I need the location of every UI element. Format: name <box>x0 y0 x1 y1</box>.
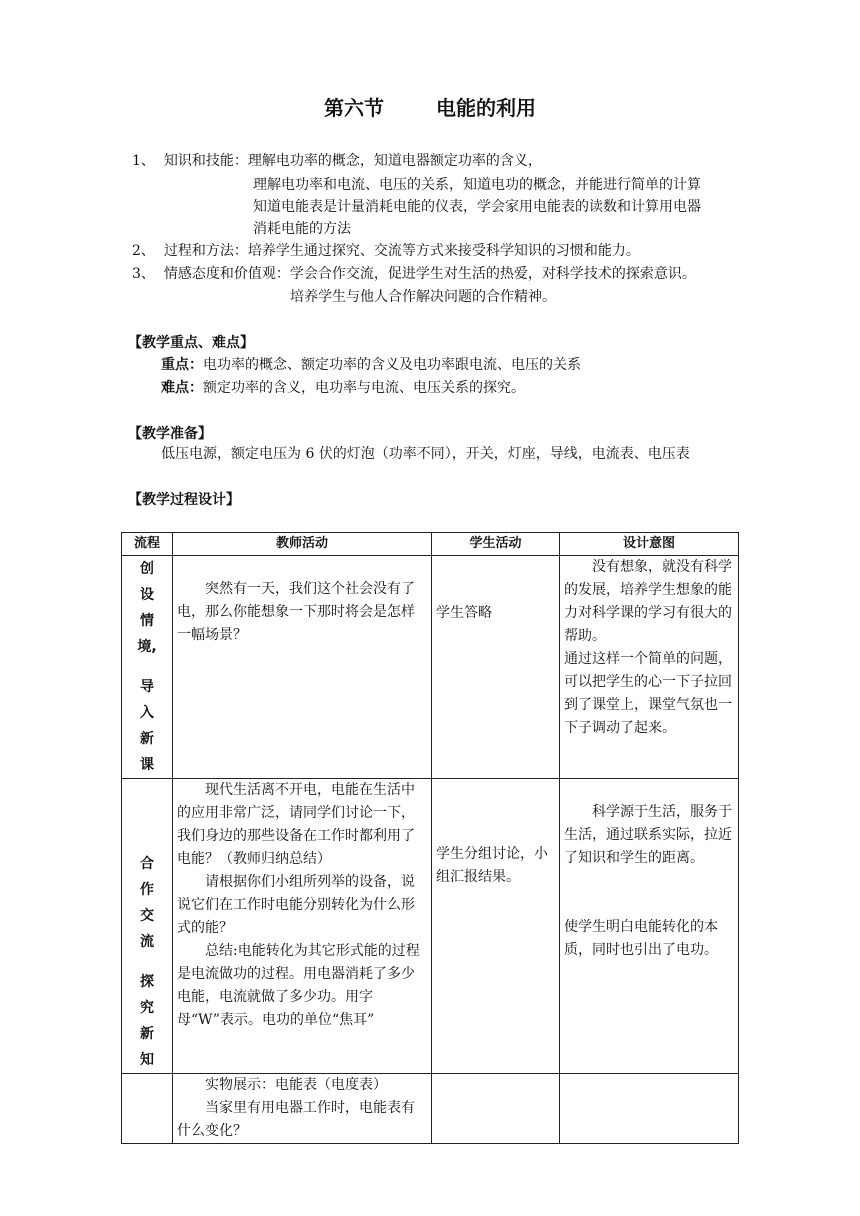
flow-char: 设 <box>140 587 154 603</box>
flow-spacer <box>122 660 172 674</box>
intent-cell <box>560 1074 739 1144</box>
teacher-text: 总结:电能转化为其它形式能的过程是电流做功的过程。用电器消耗了多少电能，电流就做了多少功。用字母“W”表示。电功的单位“焦耳” <box>177 943 420 1028</box>
objective-label: 情感态度和价值观： <box>163 266 290 282</box>
page-title <box>0 92 860 121</box>
student-cell <box>432 1074 560 1144</box>
flow-char: 知 <box>140 1052 154 1068</box>
objective-num: 2、 <box>132 243 155 259</box>
teacher-cell <box>173 556 432 779</box>
header-teacher: 教师活动 <box>173 533 432 556</box>
objective-text: 知道电能表是计量消耗电能的仪表，学会家用电能表的读数和计算用电器 <box>253 199 701 215</box>
objective-num: 3、 <box>132 266 155 282</box>
header-intent: 设计意图 <box>560 533 739 556</box>
focus-label: 重点： <box>161 357 203 373</box>
flow-char: 究 <box>140 1000 154 1016</box>
student-cell <box>432 556 560 779</box>
header-student: 学生活动 <box>432 533 560 556</box>
flow-char: 流 <box>140 934 154 950</box>
process-heading: 【教学过程设计】 <box>128 492 240 508</box>
flow-char: 探 <box>140 974 154 990</box>
objective-text: 理解电功率的概念，知道电器额定功率的含义， <box>247 153 542 169</box>
objective-2 <box>132 241 640 261</box>
objective-num: 1、 <box>132 153 155 169</box>
table-row <box>122 779 739 1074</box>
teacher-text: 实物展示：电能表（电度表） <box>205 1077 387 1093</box>
objective-text: 消耗电能的方法 <box>253 221 351 237</box>
flow-char: 课 <box>140 757 154 773</box>
table-row <box>122 556 739 779</box>
flow-char: 新 <box>140 1026 154 1042</box>
intent-text: 通过这样一个简单的问题，可以把学生的心一下子拉回到了课堂上，课堂气氛也一下子调动了起来。 <box>564 651 732 736</box>
intent-cell <box>560 556 739 779</box>
preparation-heading: 【教学准备】 <box>128 426 212 442</box>
intent-cell <box>560 779 739 1074</box>
preparation-text: 低压电源，额定电压为 6 伏的灯泡（功率不同），开关，灯座，导线，电流表、电压表 <box>161 446 690 462</box>
header-flow: 流程 <box>122 533 173 556</box>
flow-char: 入 <box>140 705 154 721</box>
flow-cell <box>122 779 173 1074</box>
student-cell <box>432 779 560 1074</box>
teacher-cell <box>173 1074 432 1144</box>
flow-char: 创 <box>140 561 154 577</box>
objective-label: 过程和方法： <box>163 243 248 259</box>
teacher-text: 突然有一天，我们这个社会没有了电，那么你能想象一下那时将会是怎样一幅场景？ <box>177 581 415 643</box>
objective-text: 培养学生与他人合作解决问题的合作精神。 <box>290 289 556 305</box>
flow-cell <box>122 1074 173 1144</box>
objective-1 <box>132 151 542 171</box>
flow-char: 境, <box>137 639 157 655</box>
difficulty-line <box>161 378 525 398</box>
difficulty-label: 难点： <box>161 380 203 396</box>
objective-text: 学会合作交流，促进学生对生活的热爱，对科学技术的探索意识。 <box>289 266 696 282</box>
table-row <box>122 1074 739 1144</box>
intent-text: 没有想象，就没有科学的发展，培养学生想象的能力对科学课的学习有很大的帮助。 <box>564 559 732 644</box>
flow-char: 导 <box>140 679 154 695</box>
student-text: 学生分组讨论，小组汇报结果。 <box>436 846 548 885</box>
objective-text: 理解电功率和电流、电压的关系，知道电功的概念，并能进行简单的计算 <box>253 177 701 193</box>
table-header-row <box>122 533 739 556</box>
process-table <box>121 532 739 1144</box>
intent-text: 使学生明白电能转化的本质，同时也引出了电功。 <box>564 919 718 958</box>
flow-char: 作 <box>140 882 154 898</box>
key-points-heading: 【教学重点、难点】 <box>128 335 254 351</box>
teacher-text: 当家里有用电器工作时，电能表有什么变化？ <box>177 1100 415 1139</box>
focus-line <box>161 355 581 375</box>
objective-3 <box>132 264 696 284</box>
flow-char: 交 <box>140 908 154 924</box>
flow-char: 情 <box>140 613 154 629</box>
teacher-text: 请根据你们小组所列举的设备，说说它们在工作时电能分别转化为什么形式的能？ <box>177 874 415 936</box>
flow-spacer <box>122 955 172 969</box>
objective-text: 培养学生通过探究、交流等方式来接受科学知识的习惯和能力。 <box>247 243 640 259</box>
title-section: 第六节 <box>324 96 384 120</box>
flow-char: 新 <box>140 731 154 747</box>
objective-label: 知识和技能： <box>163 153 248 169</box>
teacher-text: 现代生活离不开电，电能在生活中的应用非常广泛，请同学们讨论一下，我们身边的那些设备在工作时都利用了电能？（教师归纳总结） <box>177 782 415 867</box>
title-topic: 电能的利用 <box>436 96 536 120</box>
flow-char: 合 <box>140 856 154 872</box>
intent-text: 科学源于生活，服务于生活，通过联系实际，拉近了知识和学生的距离。 <box>564 804 732 866</box>
flow-cell <box>122 556 173 779</box>
student-text: 学生答略 <box>436 605 492 621</box>
focus-text: 电功率的概念、额定功率的含义及电功率跟电流、电压的关系 <box>203 357 581 373</box>
flow-spacer <box>122 815 172 851</box>
teacher-cell <box>173 779 432 1074</box>
difficulty-text: 额定功率的含义，电功率与电流、电压关系的探究。 <box>203 380 525 396</box>
